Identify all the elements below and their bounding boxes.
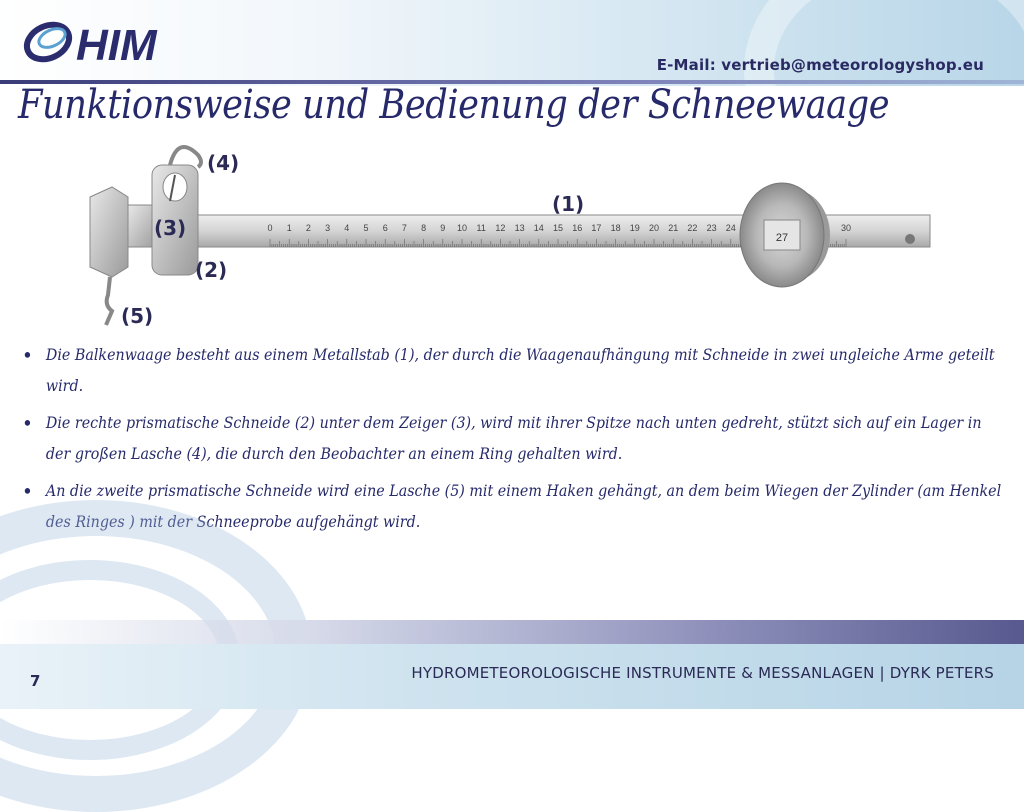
bullet-dot: • [22, 479, 33, 503]
bullet-item [22, 408, 1003, 470]
ruler-tick-label: 9 [440, 223, 446, 233]
label-knife-edge: (2) [195, 258, 228, 282]
ruler-tick-label: 5 [363, 223, 369, 233]
ruler-tick-label: 13 [514, 223, 525, 233]
bullet-item [22, 340, 1003, 402]
bullet-text: Die Balkenwaage besteht aus einem Metallstab (1), der durch die Waagenaufhängung mit Schneide in zwei ungleiche Arme geteilt wird. [45, 346, 995, 395]
ruler-tick-label: 21 [668, 223, 679, 233]
bullet-dot: • [22, 343, 33, 367]
ruler-tick-label: 8 [421, 223, 427, 233]
page-title: Funktionsweise und Bedienung der Schneewaage [18, 82, 890, 128]
bullet-text: An die zweite prismatische Schneide wird eine Lasche (5) mit einem Haken gehängt, an dem beim Wiegen der Zylinder (am Henkel des Ringes ) mit der Schneeprobe aufgehängt wird. [45, 482, 1002, 531]
label-pointer: (3) [154, 216, 187, 240]
label-suspension: (4) [207, 151, 240, 175]
ruler-tick-label: 14 [533, 223, 544, 233]
ruler-tick-label: 11 [476, 223, 486, 233]
ruler-tick-label: 30 [840, 223, 852, 233]
him-logo [18, 8, 218, 72]
contact-email[interactable]: E-Mail: vertrieb@meteorologyshop.eu [656, 56, 984, 74]
hook-chain [106, 277, 112, 325]
ruler-tick-label: 2 [305, 223, 311, 233]
ruler-tick-label: 20 [648, 223, 660, 233]
weight-window-label: 27 [775, 232, 789, 244]
ruler-tick-label: 6 [382, 223, 388, 233]
ruler-tick-label: 23 [706, 223, 717, 233]
ruler-tick-label: 4 [344, 223, 350, 233]
bullet-dot: • [22, 411, 33, 435]
ruler-tick-label: 1 [286, 223, 292, 233]
footer-text: HYDROMETEOROLOGISCHE INSTRUMENTE & MESSANLAGEN | DYRK PETERS [411, 664, 994, 682]
ruler-tick-label: 19 [629, 223, 640, 233]
ruler-tick-label: 0 [267, 223, 273, 233]
logo-text: HIM [76, 21, 157, 70]
ruler-tick-label: 24 [725, 223, 736, 233]
label-hook: (5) [121, 304, 154, 328]
page-number: 7 [30, 672, 41, 690]
label-beam: (1) [552, 192, 585, 216]
left-knife-block [90, 187, 128, 277]
ruler-tick-label: 3 [325, 223, 331, 233]
beam-hole [905, 234, 915, 244]
ruler-tick-label: 18 [610, 223, 621, 233]
bullet-text: Die rechte prismatische Schneide (2) unter dem Zeiger (3), wird mit ihrer Spitze nach unten gedreht, stützt sich auf ein Lager in der großen Lasche (4), die durch den Beobachter an einem Ring gehalten wird. [45, 414, 982, 463]
ruler-tick-label: 22 [687, 223, 698, 233]
ruler-tick-label: 10 [456, 223, 468, 233]
ruler-tick-label: 17 [591, 223, 602, 233]
ruler-tick-label: 7 [401, 223, 407, 233]
snow-balance-illustration [70, 135, 950, 335]
footer-band [0, 620, 1024, 644]
ruler-tick-label: 12 [495, 223, 506, 233]
ruler-tick-label: 15 [552, 223, 564, 233]
ruler-tick-label: 16 [572, 223, 583, 233]
ring-chain [170, 147, 201, 167]
